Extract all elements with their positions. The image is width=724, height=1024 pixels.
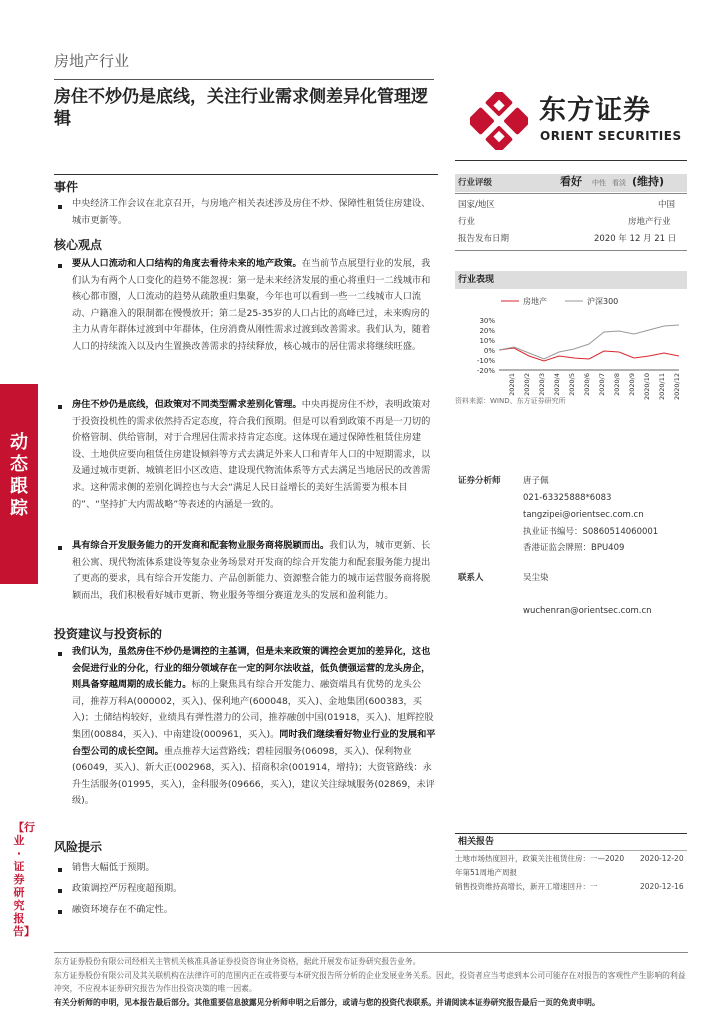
- side-tab-report-type: [0, 817, 38, 977]
- event-heading: 事件: [54, 180, 79, 194]
- country-label: 国家/地区: [458, 200, 495, 210]
- invest-bold-1: 我们认为，虽然房住不炒仍是调控的主基调，但是未来政策的调控会更加的差异化，这也会促进行业的分化，行业的细分领域存在一定的阿尔法收益，低负债强运营的龙头房企，则具备穿越周期的成长能力。: [72, 646, 431, 691]
- risk-item: 融资环境存在不确定性。: [72, 904, 174, 915]
- footer-qualification: 东方证券股份有限公司经相关主管机关核准具备证券投资咨询业务资格，据此开展发布证券研究报告业务。: [54, 957, 421, 966]
- analyst-email[interactable]: tangzipei@orientsec.com.cn: [523, 510, 644, 520]
- risk-heading: 风险提示: [54, 840, 103, 854]
- footer-rule: [54, 952, 688, 953]
- contact-email[interactable]: wuchenran@orientsec.com.cn: [523, 606, 652, 616]
- rating-bad: 看淡: [612, 179, 626, 187]
- date-label: 报告发布日期: [458, 234, 510, 244]
- orient-logo-icon: [470, 92, 528, 150]
- industry-performance-chart: [455, 292, 687, 412]
- divider: [455, 193, 687, 194]
- bullet: [58, 868, 62, 872]
- x-tick-label: 2020/8: [613, 373, 621, 396]
- rating-neutral: 中性: [592, 179, 606, 187]
- x-tick-label: 2020/1: [508, 373, 516, 396]
- core-para-3: [72, 538, 438, 622]
- x-tick-label: 2020/12: [673, 373, 681, 401]
- core-para-1: [72, 256, 438, 392]
- date-value: 2020 年 12 月 21 日: [594, 234, 677, 244]
- x-tick-label: 2020/2: [523, 373, 531, 396]
- series-line-realestate: [499, 348, 679, 361]
- report-title: 房住不炒仍是底线，关注行业需求侧差异化管理逻辑: [54, 87, 428, 129]
- legend-label: 沪深300: [587, 297, 619, 306]
- core-p1-bold: 要从人口流动和人口结构的角度去看待未来的地产政策。: [72, 258, 302, 269]
- x-tick-label: 2020/5: [568, 373, 576, 396]
- footer-disclosure: 东方证券股份有限公司及其关联机构在法律许可的范围内正在或将要与本研究报告所分析的企业发展业务关系。因此，投资者应当考虑到本公司可能存在对报告的客观性产生影响的利益冲突，不应视本证券研究报告为作出投资决策的唯一因素。: [54, 971, 686, 993]
- footer-notice: 有关分析师的申明，见本报告最后部分。其他重要信息披露见分析师申明之后部分，或请与您的投资代表联系。并请阅读本证券研究报告最后一页的免责申明。: [54, 998, 600, 1007]
- side-tab2-text: 【行业·证券研究报告】: [13, 821, 35, 938]
- y-tick-label: 0%: [483, 347, 495, 355]
- left-column-rule: [54, 174, 438, 175]
- rating-good: 看好: [560, 175, 582, 188]
- core-heading: 核心观点: [54, 238, 103, 252]
- related-item[interactable]: 土地市场热度回升，政策关注租赁住房：一—2020年第51周地产周报: [455, 854, 625, 877]
- bullet: [58, 652, 62, 656]
- chart-title: 行业表现: [458, 275, 495, 285]
- rating-keep: (维持): [632, 175, 665, 188]
- invest-text-2: 重点推荐大运营路线；碧桂园服务(06098，买入)、保利物业(06049，买入)、新大正(002968，买入)、招商积余(001914，增持)；大资管路线：永升生活服务(01995，买入)，金科服务(09666，买入)，建议关注绿城服务(02869，未评级)。: [72, 745, 435, 807]
- y-tick-label: 20%: [479, 327, 495, 335]
- risk-item: 政策调控严厉程度超预期。: [72, 883, 183, 894]
- rating-top-rule: [455, 160, 687, 161]
- core-p3-bold: 具有综合开发服务能力的开发商和配套物业服务商将脱颖而出。: [72, 540, 330, 551]
- bullet: [58, 264, 62, 268]
- analyst-hk-license: 香港证监会牌照：BPU409: [523, 543, 625, 553]
- logo-english: ORIENT SECURITIES: [540, 129, 682, 143]
- core-para-2: [72, 397, 438, 533]
- risk-item: 销售大幅低于预期。: [72, 862, 155, 873]
- divider: [455, 250, 687, 251]
- related-heading: 相关报告: [458, 837, 495, 847]
- analyst-name: 唐子佩: [523, 476, 549, 486]
- x-tick-label: 2020/9: [628, 373, 636, 396]
- related-rule: [455, 833, 687, 834]
- related-date: 2020-12-20: [640, 854, 684, 863]
- header-divider: [54, 79, 434, 80]
- related-date: 2020-12-16: [640, 882, 684, 891]
- core-p1-text: 在当前节点展望行业的发展，我们认为有两个人口变化的趋势不能忽视：第一是未来经济发展的重心将重归一二线城市和核心都市圈，人口流动的趋势从疏散重归集聚，今年也可以看到一些一二线城市人口流动、户籍准入的限制都在慢慢放开；第二是25-35岁的人口占比的高峰已过，未来购房的主力从青年群体过渡到中年群体，住房消费从刚性需求过渡到改善需求。我们认为，随着人口的持续流入以及内生置换改善需求的持续释放，核心城市的居住需求将继续旺盛。: [72, 258, 431, 352]
- side-tab-text: 动态跟踪: [10, 432, 28, 519]
- chart-source: 资料来源：WIND、东方证券研究所: [455, 397, 566, 405]
- core-p3-text: 我们认为，城市更新、长租公寓、现代物流体系建设等复杂业务场景对开发商的综合开发能力和配套服务能力提出了更高的要求，具有综合开发能力、产品创新能力、资源整合能力的城市运营服务商将脱颖而出，我们积极看好城市更新、物业服务等细分赛道龙头的发展和盈利能力。: [72, 540, 431, 601]
- side-tab-dynamic: [0, 384, 38, 584]
- industry-label: 行业: [458, 217, 476, 227]
- logo-chinese: 东方证券: [539, 95, 651, 126]
- related-item[interactable]: 销售投资维持高增长，新开工增速回升：一: [455, 882, 598, 891]
- x-tick-label: 2020/3: [538, 373, 546, 396]
- rating-label: 行业评级: [458, 178, 493, 188]
- y-tick-label: 30%: [479, 317, 495, 325]
- report-sector: 房地产行业: [54, 52, 130, 70]
- x-tick-label: 2020/10: [643, 373, 651, 401]
- x-tick-label: 2020/4: [553, 373, 561, 396]
- bullet: [58, 405, 62, 409]
- y-tick-label: 10%: [479, 337, 495, 345]
- core-p2-text: 中央再提房住不炒，表明政策对于投资投机性的需求依然持否定态度，符合我们预期。但是可以看到政策不再是一刀切的价格管制、供给管制，对于合理居住需求持肯定态度。这体现在通过保障性租赁住房建设、土地供应要向租赁住房建设倾斜等方式去满足外来人口和青年人口的中短期需求，以及通过城市更新、城镇老旧小区改造、建设现代物流体系等方式去满足当地居民的改善需求。这种需求侧的差别化调控也与大会“满足人民日益增长的美好生活需要为根本目的”、“坚持扩大内需战略”等表述的内涵是一致的。: [72, 399, 431, 510]
- bullet: [58, 910, 62, 914]
- bullet: [58, 546, 62, 550]
- analyst-cert: 执业证书编号：S0860514060001: [523, 527, 659, 537]
- x-tick-label: 2020/7: [598, 373, 606, 396]
- legend-label: 房地产: [523, 297, 547, 306]
- analyst-label: 证券分析师: [458, 476, 501, 486]
- divider: [455, 850, 687, 851]
- core-p2-bold: 房住不炒仍是底线，但政策对不同类型需求差别化管理。: [72, 399, 302, 410]
- y-tick-label: -20%: [476, 367, 495, 375]
- contact-label: 联系人: [458, 573, 484, 583]
- bullet: [58, 205, 62, 209]
- bullet: [58, 889, 62, 893]
- invest-bold-2: 同时我们继续看好物业行业的发展和平台型公司的成长空间。: [72, 728, 436, 757]
- event-text: 中央经济工作会议在北京召开，与房地产相关表述涉及房住不炒、保障性租赁住房建设、城市更新等。: [72, 198, 431, 226]
- contact-name: 吴尘染: [523, 573, 549, 583]
- industry-value: 房地产行业: [628, 217, 671, 227]
- invest-text-1: 标的上聚焦具有综合开发能力、融资端具有优势的龙头公司，推荐万科A(000002，买入)、保利地产(600048，买入)、金地集团(600383，买入)；土储结构较好，业绩具有弹性潜力的公司，推荐融创中国(01918，买入)、旭辉控股集团(00884，买入)、中南建设(000961，买入)。: [72, 679, 434, 740]
- x-tick-label: 2020/11: [658, 373, 666, 401]
- invest-para: [72, 644, 438, 834]
- analyst-phone: 021-63325888*6083: [523, 493, 612, 503]
- country-value: 中国: [658, 200, 676, 210]
- y-tick-label: -10%: [476, 357, 495, 365]
- invest-heading: 投资建议与投资标的: [54, 627, 163, 641]
- x-tick-label: 2020/6: [583, 373, 591, 396]
